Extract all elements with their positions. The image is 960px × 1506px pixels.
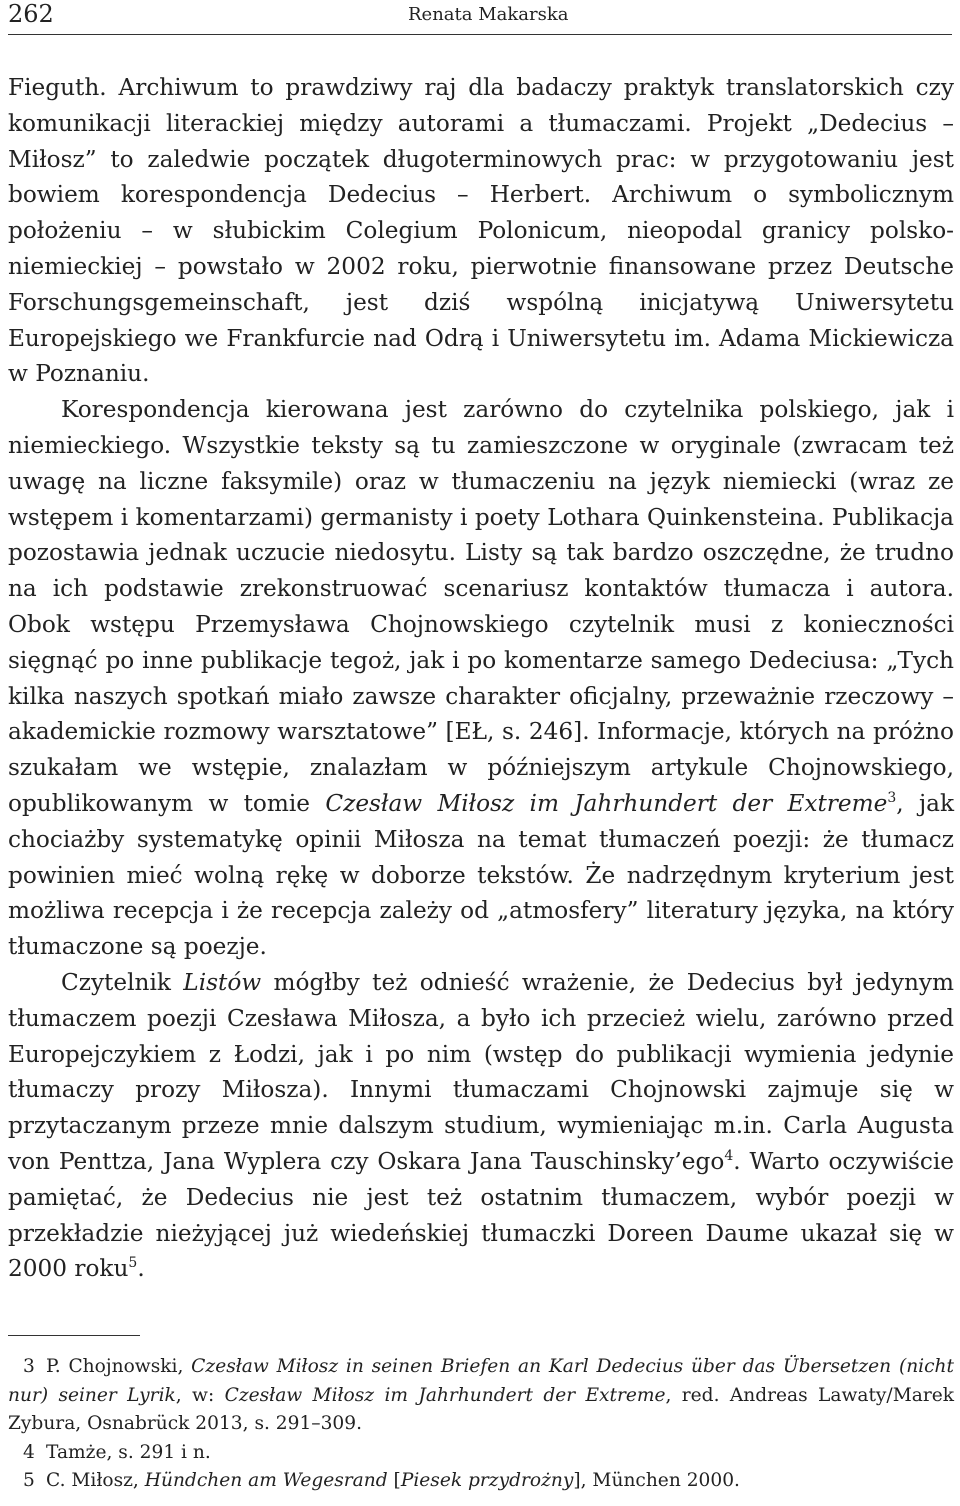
book-title-italic: Czesław Miłosz im Jahrhundert der Extreme — [325, 789, 888, 817]
footnote-5 — [8, 1467, 954, 1496]
footnote-number: 4 — [23, 1441, 35, 1463]
footnote-text: C. Miłosz, — [46, 1470, 145, 1491]
footnote-text: Tamże, s. 291 i n. — [46, 1441, 211, 1463]
footnote-text: , red. Andreas Lawaty/Marek Zybura, Osnabrück 2013, s. 291–309. — [8, 1384, 954, 1434]
paragraph-3-text-a: Czytelnik — [61, 968, 184, 996]
paragraph-1-text: Fieguth. Archiwum to prawdziwy raj dla badaczy praktyk translatorskich czy komunikacji literackiej między autorami a tłumaczami. Projekt „Dedecius – Miłosz” to zaledwie początek długoterminowych prac: w przygotowaniu jest bowiem korespondencja Dedecius – Herbert. Archiwum o symbolicznym położeniu – w słubickim Colegium Polonicum, nieopodal granicy polsko-niemieckiej – powstało w 2002 roku, pierwotnie finansowane przez Deutsche Forschungsgemeinschaft, jest dziś wspólną inicjatywą Uniwersytetu Europejskiego we Frankfurcie nad Odrą i Uniwersytetu im. Adama Mickiewicza w Poznaniu. — [8, 74, 954, 388]
paragraph-1 — [8, 70, 954, 392]
footnote-separator — [8, 1335, 140, 1336]
paragraph-3-text-b: mógłby też odnieść wrażenie, że Dedecius był jedynym tłumaczem poezji Czesława Miłosza, a było ich przecież wielu, zarówno przed Europejczykiem z Łodzi, jak i po nim (wstęp do publikacji wymienia jedynie tłumaczy prozy Miłosza). Innymi tłumaczami Chojnowski zajmuje się w przytaczanym przeze mnie dalszym studium, wymieniając m.in. Carla Augusta von Penttza, Jana Wyplera czy Oskara Jana Tauschinsky’ego — [8, 968, 954, 1175]
footnote-text: P. Chojnowski, — [46, 1356, 192, 1377]
footnote-ref-5[interactable]: 5 — [128, 1255, 138, 1272]
paragraph-2 — [8, 392, 954, 965]
paragraph-2-text-b: , jak chociażby systematykę opinii Miłosza na temat tłumaczeń poezji: że tłumacz powinien mieć wolną rękę w doborze tekstów. Że nadrzędnym kryterium jest możliwa recepcja i że recepcja zależy od „atmosfery” literatury języka, na który tłumaczone są poezje. — [8, 789, 955, 961]
footnote-3 — [8, 1353, 954, 1439]
footnote-italic: Piesek przydrożny — [400, 1470, 574, 1491]
footnote-text: [ — [387, 1470, 401, 1491]
footnote-text: , w: — [175, 1384, 225, 1406]
footnote-italic: Hündchen am Wegesrand — [144, 1470, 388, 1491]
listow-italic: Listów — [183, 968, 262, 996]
body-text — [8, 70, 954, 1287]
page-number: 262 — [8, 0, 54, 28]
running-head: Renata Makarska — [408, 4, 569, 25]
header-rule — [8, 34, 952, 35]
footnote-ref-3[interactable]: 3 — [887, 789, 897, 806]
page-header — [8, 0, 952, 36]
footnote-italic: Czesław Miłosz in seinen Briefen an Karl Dedecius über das Übersetzen (nicht nur) seiner Lyrik — [8, 1356, 954, 1406]
paragraph-3-text-c: . Warto oczywiście pamiętać, że Dedecius nie jest też ostatnim tłumaczem, wybór poezji w przekładzie nieżyjącej już wiedeńskiej tłumaczki Doreen Daume ukazał się w 2000 roku — [8, 1147, 954, 1283]
paragraph-3-text-d: . — [137, 1255, 145, 1283]
footnote-4 — [8, 1439, 954, 1468]
footnote-ref-4[interactable]: 4 — [724, 1147, 734, 1164]
footnotes — [8, 1353, 954, 1496]
footnote-number: 3 — [23, 1356, 35, 1377]
footnote-text: ], München 2000. — [573, 1470, 740, 1491]
footnote-italic: Czesław Miłosz im Jahrhundert der Extreme — [224, 1384, 666, 1406]
paragraph-2-text-a: Korespondencja kierowana jest zarówno do czytelnika polskiego, jak i niemieckiego. Wszystkie teksty są tu zamieszczone w oryginale (zwracam też uwagę na liczne faksymile) oraz w tłumaczeniu na język niemiecki (wraz ze wstępem i komentarzami) germanisty i poety Lothara Quinkensteina. Publikacja pozostawia jednak uczucie niedosytu. Listy są tak bardzo oszczędne, że trudno na ich podstawie zrekonstruować scenariusz kontaktów tłumacza i autora. Obok wstępu Przemysława Chojnowskiego czytelnik musi z konieczności sięgnąć po inne publikacje tegoż, jak i po komentarze samego Dedeciusa: „Tych kilka naszych spotkań miało zawsze charakter oficjalny, przeważnie rzeczowy – akademickie rozmowy warsztatowe” [EŁ, s. 246]. Informacje, których na próżno szukałam we wstępie, znalazłam w późniejszym artykule Chojnowskiego, opublikowanym w tomie — [8, 396, 954, 817]
footnote-number: 5 — [23, 1470, 35, 1491]
paragraph-3 — [8, 965, 954, 1287]
